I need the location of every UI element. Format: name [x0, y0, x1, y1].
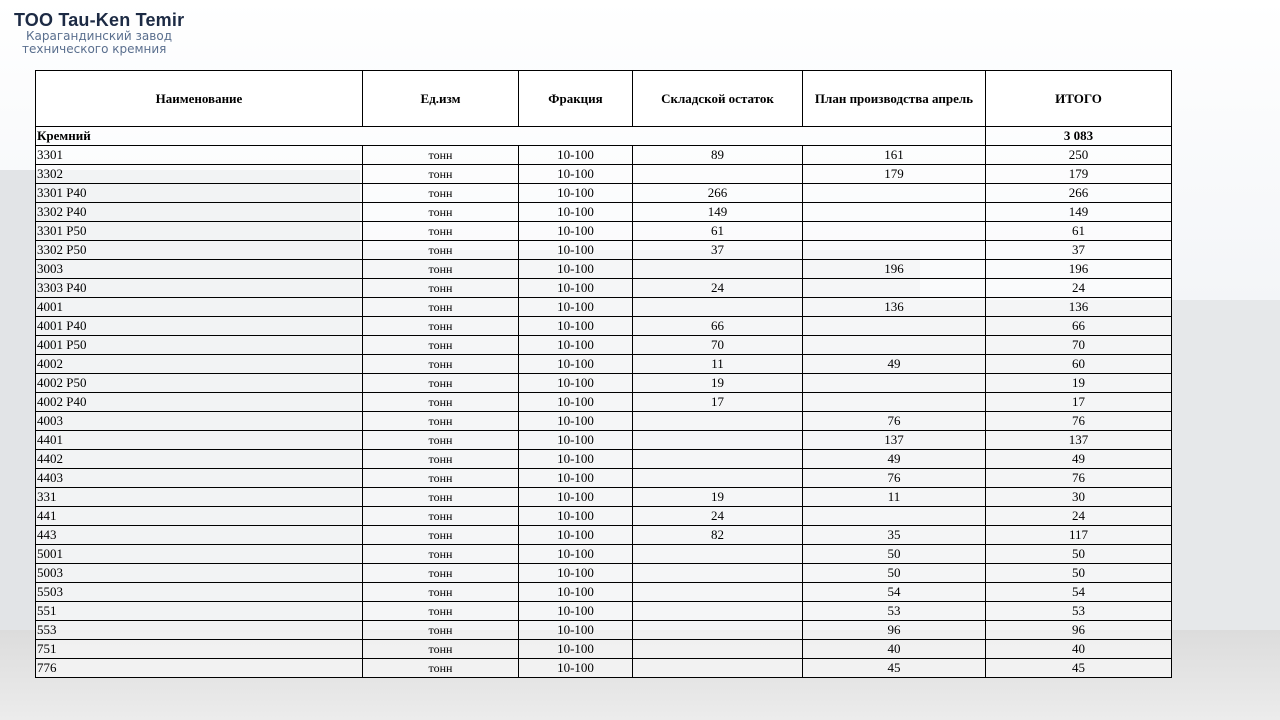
row-plan: 49 [803, 450, 986, 469]
row-total: 76 [986, 469, 1172, 488]
row-stock: 17 [633, 393, 803, 412]
row-unit: тонн [363, 146, 519, 165]
row-plan [803, 279, 986, 298]
row-plan: 76 [803, 412, 986, 431]
column-header-name: Наименование [36, 71, 363, 127]
table-row [36, 336, 1172, 355]
row-unit: тонн [363, 564, 519, 583]
row-total: 137 [986, 431, 1172, 450]
row-name: 3302 P50 [36, 241, 363, 260]
row-stock: 82 [633, 526, 803, 545]
row-name: 3003 [36, 260, 363, 279]
row-stock: 266 [633, 184, 803, 203]
row-plan [803, 507, 986, 526]
row-stock [633, 469, 803, 488]
row-stock [633, 659, 803, 678]
row-stock: 19 [633, 374, 803, 393]
row-plan: 136 [803, 298, 986, 317]
row-name: 441 [36, 507, 363, 526]
row-plan: 50 [803, 564, 986, 583]
row-name: 3302 [36, 165, 363, 184]
row-fraction: 10-100 [519, 602, 633, 621]
row-total: 37 [986, 241, 1172, 260]
row-total: 66 [986, 317, 1172, 336]
row-unit: тонн [363, 621, 519, 640]
row-fraction: 10-100 [519, 336, 633, 355]
row-plan: 54 [803, 583, 986, 602]
row-name: 4001 P40 [36, 317, 363, 336]
row-plan: 179 [803, 165, 986, 184]
row-name: 5503 [36, 583, 363, 602]
table-row [36, 659, 1172, 678]
table-row [36, 469, 1172, 488]
row-fraction: 10-100 [519, 355, 633, 374]
row-unit: тонн [363, 279, 519, 298]
row-stock [633, 545, 803, 564]
row-fraction: 10-100 [519, 260, 633, 279]
row-unit: тонн [363, 317, 519, 336]
row-unit: тонн [363, 488, 519, 507]
row-unit: тонн [363, 203, 519, 222]
row-plan: 40 [803, 640, 986, 659]
row-unit: тонн [363, 583, 519, 602]
row-fraction: 10-100 [519, 222, 633, 241]
row-plan: 50 [803, 545, 986, 564]
row-name: 4402 [36, 450, 363, 469]
row-fraction: 10-100 [519, 241, 633, 260]
row-plan: 45 [803, 659, 986, 678]
row-fraction: 10-100 [519, 621, 633, 640]
company-subtitle-line2: технического кремния [22, 42, 167, 56]
row-total: 49 [986, 450, 1172, 469]
table-row [36, 146, 1172, 165]
row-fraction: 10-100 [519, 469, 633, 488]
row-stock [633, 602, 803, 621]
row-unit: тонн [363, 450, 519, 469]
column-header-plan: План производства апрель [803, 71, 986, 127]
row-total: 70 [986, 336, 1172, 355]
table-row [36, 374, 1172, 393]
row-unit: тонн [363, 431, 519, 450]
row-unit: тонн [363, 336, 519, 355]
row-total: 50 [986, 545, 1172, 564]
row-plan [803, 184, 986, 203]
row-fraction: 10-100 [519, 146, 633, 165]
row-stock: 19 [633, 488, 803, 507]
row-stock [633, 564, 803, 583]
row-fraction: 10-100 [519, 583, 633, 602]
row-plan [803, 374, 986, 393]
column-header-total: ИТОГО [986, 71, 1172, 127]
row-plan: 76 [803, 469, 986, 488]
row-unit: тонн [363, 222, 519, 241]
row-name: 4001 [36, 298, 363, 317]
company-logo [14, 10, 184, 56]
row-plan: 137 [803, 431, 986, 450]
column-header-fraction: Фракция [519, 71, 633, 127]
row-fraction: 10-100 [519, 450, 633, 469]
table-row [36, 621, 1172, 640]
row-unit: тонн [363, 393, 519, 412]
row-total: 40 [986, 640, 1172, 659]
row-total: 50 [986, 564, 1172, 583]
row-plan [803, 317, 986, 336]
row-fraction: 10-100 [519, 203, 633, 222]
row-unit: тонн [363, 355, 519, 374]
table-row [36, 298, 1172, 317]
row-total: 30 [986, 488, 1172, 507]
table-row [36, 450, 1172, 469]
row-name: 3301 P50 [36, 222, 363, 241]
row-unit: тонн [363, 165, 519, 184]
row-total: 76 [986, 412, 1172, 431]
row-total: 266 [986, 184, 1172, 203]
row-fraction: 10-100 [519, 488, 633, 507]
row-fraction: 10-100 [519, 393, 633, 412]
row-fraction: 10-100 [519, 374, 633, 393]
row-name: 331 [36, 488, 363, 507]
row-stock: 24 [633, 507, 803, 526]
row-name: 553 [36, 621, 363, 640]
row-name: 3302 P40 [36, 203, 363, 222]
row-unit: тонн [363, 298, 519, 317]
row-stock: 11 [633, 355, 803, 374]
row-fraction: 10-100 [519, 659, 633, 678]
row-stock: 70 [633, 336, 803, 355]
row-name: 5001 [36, 545, 363, 564]
row-fraction: 10-100 [519, 507, 633, 526]
row-name: 3301 P40 [36, 184, 363, 203]
table-row [36, 507, 1172, 526]
row-stock [633, 450, 803, 469]
table-row [36, 488, 1172, 507]
group-total: 3 083 [986, 127, 1172, 146]
row-unit: тонн [363, 659, 519, 678]
row-name: 776 [36, 659, 363, 678]
group-row [36, 127, 1172, 146]
row-total: 19 [986, 374, 1172, 393]
row-unit: тонн [363, 412, 519, 431]
row-plan: 53 [803, 602, 986, 621]
row-name: 4002 [36, 355, 363, 374]
row-name: 443 [36, 526, 363, 545]
row-fraction: 10-100 [519, 640, 633, 659]
column-header-unit: Ед.изм [363, 71, 519, 127]
table-row [36, 602, 1172, 621]
row-unit: тонн [363, 374, 519, 393]
table-row [36, 564, 1172, 583]
table-row [36, 241, 1172, 260]
row-name: 4403 [36, 469, 363, 488]
column-header-stock: Складской остаток [633, 71, 803, 127]
row-plan: 11 [803, 488, 986, 507]
table-row [36, 640, 1172, 659]
row-unit: тонн [363, 545, 519, 564]
row-name: 551 [36, 602, 363, 621]
row-total: 61 [986, 222, 1172, 241]
row-unit: тонн [363, 241, 519, 260]
row-name: 4001 P50 [36, 336, 363, 355]
row-total: 24 [986, 507, 1172, 526]
row-plan: 49 [803, 355, 986, 374]
row-fraction: 10-100 [519, 526, 633, 545]
company-subtitle-line1: Карагандинский завод [26, 29, 172, 43]
row-stock [633, 621, 803, 640]
row-unit: тонн [363, 526, 519, 545]
row-stock: 89 [633, 146, 803, 165]
row-plan [803, 222, 986, 241]
row-plan [803, 336, 986, 355]
row-name: 5003 [36, 564, 363, 583]
table-row [36, 431, 1172, 450]
row-unit: тонн [363, 640, 519, 659]
row-plan: 196 [803, 260, 986, 279]
table-row [36, 583, 1172, 602]
table-row [36, 279, 1172, 298]
row-plan: 96 [803, 621, 986, 640]
row-fraction: 10-100 [519, 431, 633, 450]
row-fraction: 10-100 [519, 184, 633, 203]
row-stock: 24 [633, 279, 803, 298]
row-stock: 66 [633, 317, 803, 336]
row-name: 751 [36, 640, 363, 659]
row-total: 96 [986, 621, 1172, 640]
row-stock: 149 [633, 203, 803, 222]
row-stock: 61 [633, 222, 803, 241]
table-row [36, 165, 1172, 184]
table-row [36, 393, 1172, 412]
row-stock [633, 640, 803, 659]
row-unit: тонн [363, 507, 519, 526]
row-plan [803, 203, 986, 222]
row-total: 149 [986, 203, 1172, 222]
table-row [36, 184, 1172, 203]
row-name: 4003 [36, 412, 363, 431]
row-name: 4002 P50 [36, 374, 363, 393]
row-fraction: 10-100 [519, 317, 633, 336]
row-plan [803, 241, 986, 260]
table-row [36, 203, 1172, 222]
row-stock [633, 412, 803, 431]
row-total: 60 [986, 355, 1172, 374]
table-row [36, 412, 1172, 431]
table-row [36, 222, 1172, 241]
group-name: Кремний [36, 127, 986, 146]
row-name: 3301 [36, 146, 363, 165]
row-total: 24 [986, 279, 1172, 298]
row-stock [633, 298, 803, 317]
row-fraction: 10-100 [519, 165, 633, 184]
table-row [36, 526, 1172, 545]
row-total: 136 [986, 298, 1172, 317]
row-plan: 161 [803, 146, 986, 165]
row-fraction: 10-100 [519, 298, 633, 317]
row-fraction: 10-100 [519, 279, 633, 298]
table-row [36, 355, 1172, 374]
row-total: 53 [986, 602, 1172, 621]
row-name: 4002 P40 [36, 393, 363, 412]
row-fraction: 10-100 [519, 412, 633, 431]
row-unit: тонн [363, 469, 519, 488]
row-name: 3303 P40 [36, 279, 363, 298]
row-total: 45 [986, 659, 1172, 678]
row-fraction: 10-100 [519, 545, 633, 564]
row-total: 54 [986, 583, 1172, 602]
row-unit: тонн [363, 602, 519, 621]
row-total: 196 [986, 260, 1172, 279]
table-row [36, 260, 1172, 279]
table-row [36, 317, 1172, 336]
row-stock [633, 165, 803, 184]
row-fraction: 10-100 [519, 564, 633, 583]
company-name: ТОО Tau-Ken Temir [14, 10, 185, 30]
row-total: 250 [986, 146, 1172, 165]
row-total: 179 [986, 165, 1172, 184]
table-row [36, 545, 1172, 564]
row-unit: тонн [363, 260, 519, 279]
row-total: 17 [986, 393, 1172, 412]
row-stock [633, 431, 803, 450]
row-total: 117 [986, 526, 1172, 545]
table-header-row [36, 71, 1172, 127]
row-plan [803, 393, 986, 412]
row-stock: 37 [633, 241, 803, 260]
row-plan: 35 [803, 526, 986, 545]
row-unit: тонн [363, 184, 519, 203]
row-stock [633, 260, 803, 279]
inventory-table [35, 70, 1172, 678]
row-name: 4401 [36, 431, 363, 450]
row-stock [633, 583, 803, 602]
